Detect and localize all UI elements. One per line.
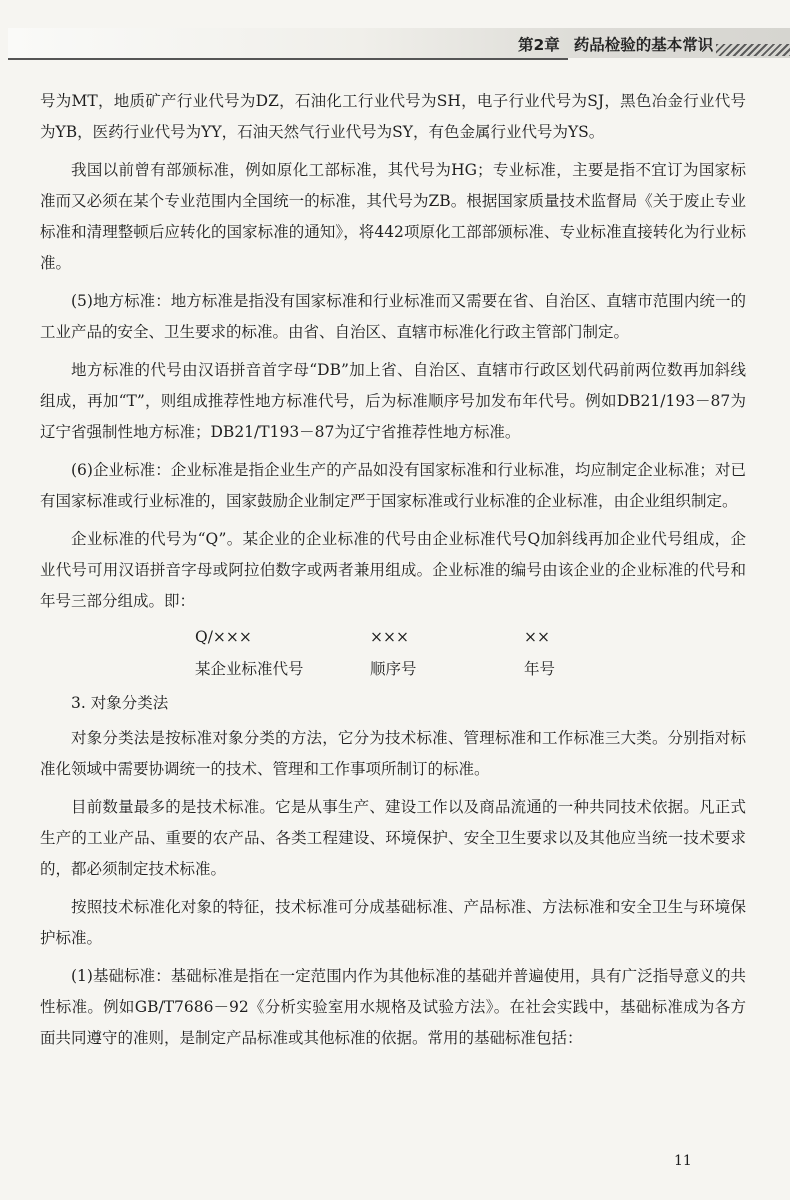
paragraph-4: 地方标准的代号由汉语拼音首字母“DB”加上省、自治区、直辖市行政区划代码前两位数再加斜线组成，再加“T”，则组成推荐性地方标准代号，后为标准顺序号加发布年代号。例如DB21/193－87为辽宁省强制性地方标准；DB21/T193－87为辽宁省推荐性地方标准。 [40,361,746,441]
section-heading: 3. 对象分类法 [71,694,169,712]
paragraph-3: (5)地方标准：地方标准是指没有国家标准和行业标准而又需要在省、自治区、直辖市范围内统一的工业产品的安全、卫生要求的标准。由省、自治区、直辖市标准化行政主管部门制定。 [40,292,746,341]
page-body [40,86,746,1061]
formula-label-enterprise: 某企业标准代号 [195,660,304,678]
paragraph-1: 号为MT，地质矿产行业代号为DZ，石油化工行业代号为SH，电子行业代号为SJ，黑色冶金行业代号为YB，医药行业代号为YY，石油天然气行业代号为SY，有色金属行业代号为YS。 [40,92,746,141]
formula-label-year: 年号 [524,660,556,678]
enterprise-code-formula [40,624,746,686]
paragraph-7: 对象分类法是按标准对象分类的方法，它分为技术标准、管理标准和工作标准三大类。分别指对标准化领域中需要协调统一的技术、管理和工作事项所制订的标准。 [40,729,746,778]
formula-label-sequence: 顺序号 [370,660,417,678]
header-hatch-decoration [716,44,790,56]
paragraph-9: 按照技术标准化对象的特征，技术标准可分成基础标准、产品标准、方法标准和安全卫生与环境保护标准。 [40,898,746,947]
header-rule [8,58,568,60]
formula-code-year: ×× [524,628,550,646]
chapter-name: 药品检验的基本常识 [573,36,714,54]
chapter-label: 第2章 [518,36,560,54]
formula-code-enterprise: Q/××× [195,628,252,646]
paragraph-10: (1)基础标准：基础标准是指在一定范围内作为其他标准的基础并普遍使用，具有广泛指导意义的共性标准。例如GB/T7686－92《分析实验室用水规格及试验方法》。在社会实践中，基础标准成为各方面共同遵守的准则，是制定产品标准或其他标准的依据。常用的基础标准包括： [40,967,746,1047]
page-number: 11 [674,1153,692,1169]
running-header [0,0,790,66]
formula-code-sequence: ××× [370,628,409,646]
chapter-title [518,33,713,55]
paragraph-2: 我国以前曾有部颁标准，例如原化工部标准，其代号为HG；专业标准，主要是指不宜订为国家标准而又必须在某个专业范围内全国统一的标准，其代号为ZB。根据国家质量技术监督局《关于废止专业标准和清理整顿后应转化的国家标准的通知》，将442项原化工部部颁标准、专业标准直接转化为行业标准。 [40,161,746,272]
paragraph-5: (6)企业标准：企业标准是指企业生产的产品如没有国家标准和行业标准，均应制定企业标准；对已有国家标准或行业标准的，国家鼓励企业制定严于国家标准或行业标准的企业标准，由企业组织制定。 [40,461,746,510]
paragraph-8: 目前数量最多的是技术标准。它是从事生产、建设工作以及商品流通的一种共同技术依据。凡正式生产的工业产品、重要的农产品、各类工程建设、环境保护、安全卫生要求以及其他应当统一技术要求的，都必须制定技术标准。 [40,798,746,878]
paragraph-6: 企业标准的代号为“Q”。某企业的企业标准的代号由企业标准代号Q加斜线再加企业代号组成，企业代号可用汉语拼音字母或阿拉伯数字或两者兼用组成。企业标准的编号由该企业的企业标准的代号和年号三部分组成。即： [40,530,746,610]
